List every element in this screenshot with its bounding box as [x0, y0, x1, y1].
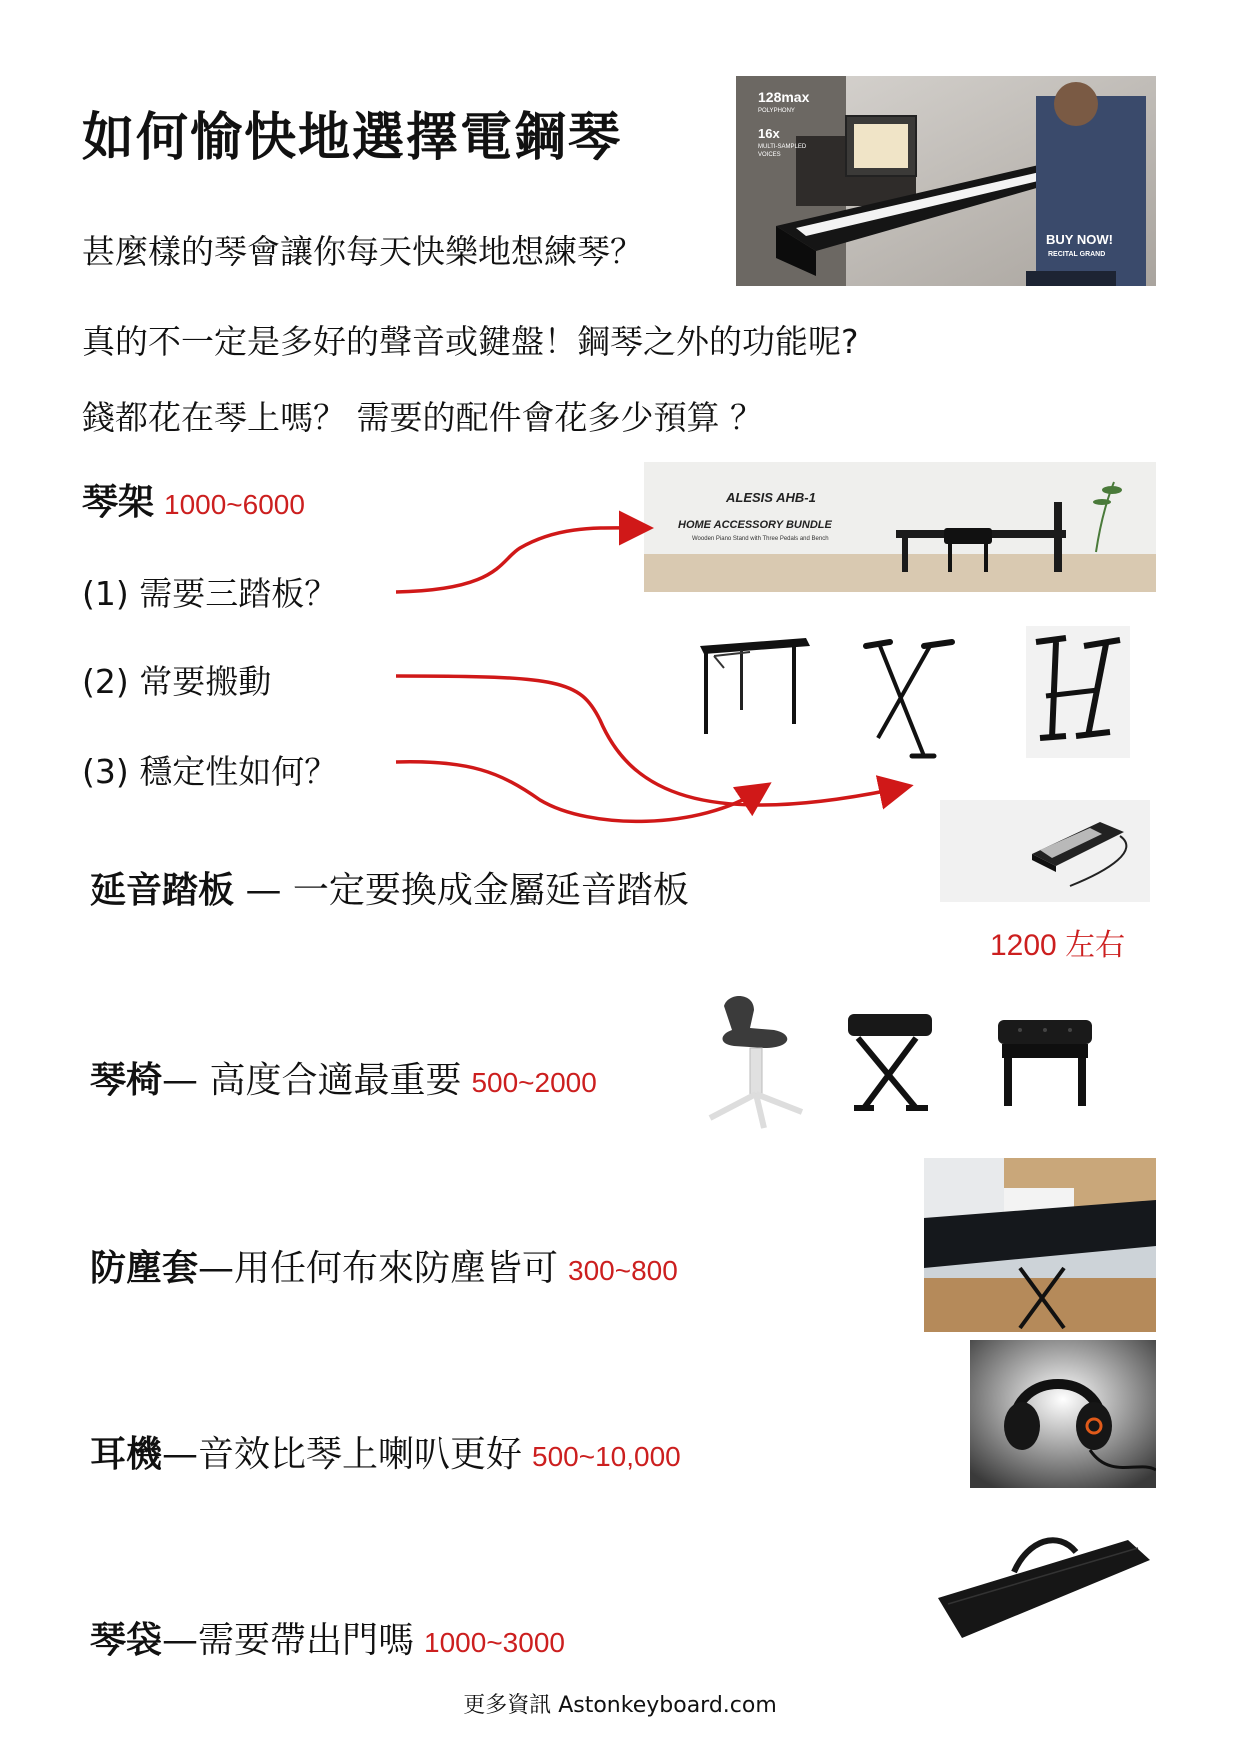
cover-price: 300~800: [568, 1255, 678, 1286]
footer: 更多資訊 Astonkeyboard.com: [463, 1693, 777, 1718]
bag-price: 1000~3000: [424, 1627, 565, 1658]
headphones-photo: [970, 1340, 1156, 1488]
bag-label: 琴袋: [90, 1620, 163, 1661]
hero-spec-2: 16x: [758, 126, 780, 141]
pedal-label: 延音踏板: [90, 870, 235, 911]
cover-desc: —用任何布來防塵皆可: [198, 1248, 559, 1289]
stand-price: 1000~6000: [164, 489, 305, 520]
bench-label: 琴椅: [90, 1060, 163, 1101]
page-title: 如何愉快地選擇電鋼琴: [82, 108, 623, 168]
pedal-heading: [90, 862, 689, 913]
hero-spec-2-sub2: VOICES: [758, 152, 781, 158]
piano-bench-photo: [990, 1014, 1100, 1110]
bundle-title: HOME ACCESSORY BUNDLE: [678, 519, 832, 531]
stool-photo: [704, 988, 808, 1134]
stand-item-2: (2) 常要搬動: [82, 662, 272, 701]
cover-label: 防塵套: [90, 1248, 199, 1289]
dust-cover-photo: [924, 1158, 1156, 1332]
bundle-brand: ALESIS AHB-1: [726, 490, 816, 505]
hero-cta-1: BUY NOW!: [1046, 232, 1113, 247]
arrow-1: [396, 528, 640, 592]
bag-desc: —需要帶出門嗎: [162, 1620, 415, 1661]
pedal-price: 1200 左右: [990, 929, 1126, 962]
bench-price: 500~2000: [471, 1067, 597, 1098]
x-bench-photo: [844, 1004, 936, 1116]
stand-label: 琴架: [82, 482, 155, 523]
stand-item-1: (1) 需要三踏板？: [82, 574, 338, 613]
stand-item-3: (3) 穩定性如何？: [82, 752, 338, 791]
headphones-heading: [90, 1426, 681, 1477]
question-3: 錢都花在琴上嗎？ 需要的配件會花多少預算 ？: [82, 398, 763, 437]
keyboard-bag-photo: [928, 1520, 1156, 1654]
bench-desc: — 高度合適最重要: [162, 1060, 462, 1101]
cover-heading: [90, 1240, 678, 1291]
bundle-sub: Wooden Piano Stand with Three Pedals and Bench: [692, 536, 829, 542]
hero-spec-2-sub1: MULTI-SAMPLED: [758, 144, 807, 150]
sustain-pedal-photo: [940, 800, 1150, 902]
question-1: 甚麼樣的琴會讓你每天快樂地想練琴？: [82, 232, 643, 271]
headphones-desc: —音效比琴上喇叭更好: [162, 1434, 523, 1475]
hero-spec-1: 128max: [758, 89, 810, 105]
headphones-price: 500~10,000: [532, 1441, 681, 1472]
question-2: 真的不一定是多好的聲音或鍵盤！鋼琴之外的功能呢?: [82, 322, 859, 361]
hero-spec-1-sub: POLYPHONY: [758, 108, 795, 114]
bag-heading: [90, 1612, 565, 1663]
bench-heading: [90, 1052, 597, 1103]
hero-cta-2: RECITAL GRAND: [1048, 251, 1106, 258]
arrow-3: [396, 762, 760, 822]
pedal-desc: — 一定要換成金屬延音踏板: [234, 870, 689, 911]
arrow-2: [396, 676, 900, 805]
headphones-label: 耳機: [90, 1434, 163, 1475]
